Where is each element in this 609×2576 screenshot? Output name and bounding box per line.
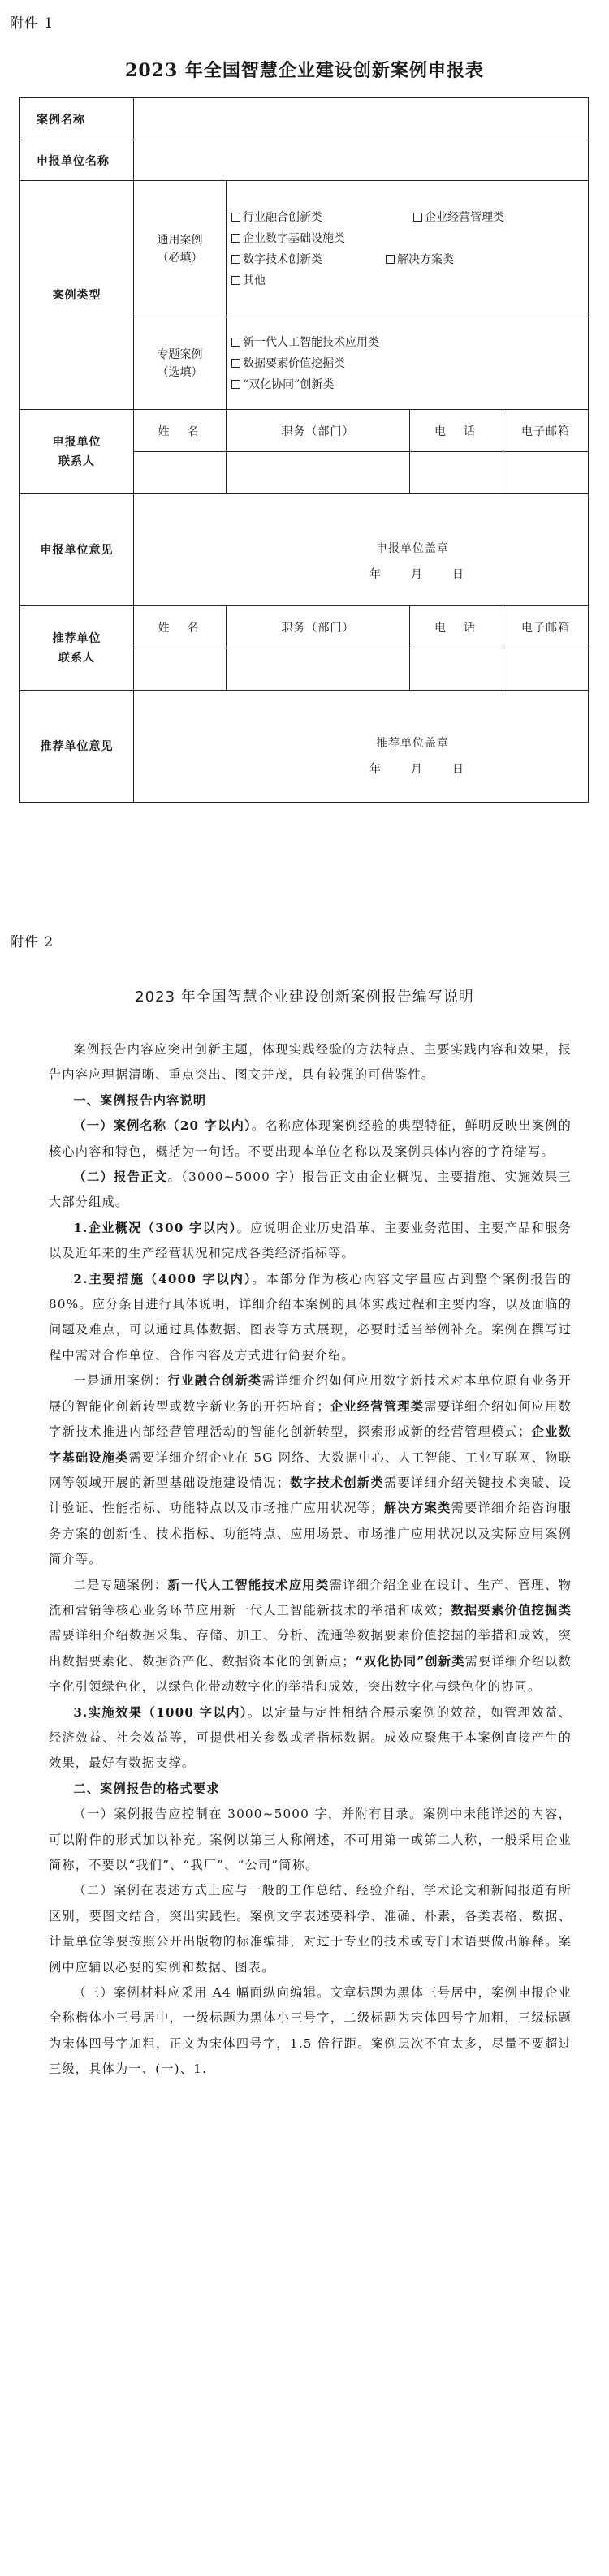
col-header-email: 电子邮箱 bbox=[503, 410, 589, 452]
col-header-name: 姓 名 bbox=[134, 410, 227, 452]
contact-post-field[interactable] bbox=[227, 452, 410, 494]
paragraph-format-style: （二）案例在表述方式上应与一般的工作总结、经验介绍、学术论文和新闻报道有所区别，要图文结合，突出实践性。案例文字表述要科学、准确、朴素，各类表格、数据、计量单位等要按照公开出版物的标准编排，对过于专业的技术或专门术语要做出解释。案例中应辅以必要的实例和数据、图表。 bbox=[49, 1883, 572, 1975]
section-1-heading: 一、案例报告内容说明 bbox=[73, 1092, 207, 1108]
paragraph-format-layout: （三）案例材料应采用 A4 幅面纵向编辑。文章标题为黑体三号居中，案例申报企业全称楷体小三号居中，一级标题为黑体小三号字，二级标题为宋体四号字加粗，三级标题为宋体四号字加粗，正文为宋体四号字，1.5 倍行距。案例层次不宜太多，尽量不要超过三级，具体为一、(一)、1. bbox=[49, 1985, 572, 2077]
recommender-contact-label-line2: 联系人 bbox=[58, 651, 95, 665]
recommender-contact-label-line1: 推荐单位 bbox=[52, 631, 102, 645]
applicant-seal-text: 申报单位盖章 bbox=[376, 542, 449, 555]
checkbox-icon[interactable] bbox=[386, 255, 395, 264]
applicant-field[interactable] bbox=[134, 140, 589, 181]
annex-2-body bbox=[49, 1037, 572, 2083]
special-case-label-line1: 专题案例 bbox=[157, 347, 203, 361]
row-contact-header bbox=[20, 410, 589, 452]
rec-col-header-phone: 电 话 bbox=[410, 606, 503, 648]
special-case-label-line2: （选填） bbox=[157, 365, 203, 379]
row-applicant bbox=[20, 140, 589, 181]
rec-col-header-post: 职务（部门） bbox=[227, 606, 410, 648]
contact-name-field[interactable] bbox=[134, 452, 227, 494]
option-digital-tech-innovation[interactable]: 数字技术创新类 bbox=[231, 249, 386, 270]
recommender-opinion-label: 推荐单位意见 bbox=[20, 691, 134, 803]
paragraph-company-overview: 1.企业概况（300 字以内）。应说明企业历史沿革、主要业务范围、主要产品和服务以及近年来的生产经营状况和完成各类经济指标等。 bbox=[49, 1220, 572, 1261]
checkbox-icon[interactable] bbox=[231, 338, 240, 347]
option-solutions[interactable]: 解决方案类 bbox=[386, 249, 454, 270]
rec-col-header-email: 电子邮箱 bbox=[503, 606, 589, 648]
paragraph-special-cases: 二是专题案例：新一代人工智能技术应用类需详细介绍企业在设计、生产、管理、物流和营销等核心业务环节应用新一代人工智能新技术的举措和成效；数据要素价值挖掘类需要详细介绍数据采集、存储、加工、分析、流通等数据要素价值挖掘的举措和成效，突出数据要素化、数据资产化、数据资本化的创新点；“双化协同”创新类需要详细介绍以数字化引领绿色化，以绿色化带动数字化的举措和成效，突出数字化与绿色化的协同。 bbox=[49, 1577, 572, 1695]
special-case-options bbox=[227, 317, 589, 410]
row-recommender-opinion bbox=[20, 691, 589, 803]
checkbox-icon[interactable] bbox=[231, 213, 240, 222]
checkbox-icon[interactable] bbox=[231, 359, 240, 368]
annex-1-label: 附件 1 bbox=[10, 15, 54, 32]
row-case-type-general bbox=[20, 181, 589, 317]
rec-contact-post-field[interactable] bbox=[227, 648, 410, 691]
applicant-contact-label bbox=[20, 410, 134, 494]
applicant-opinion-label: 申报单位意见 bbox=[20, 494, 134, 606]
row-applicant-opinion bbox=[20, 494, 589, 606]
paragraph-main-measures: 2.主要措施（4000 字以内）。本部分作为核心内容文字量应占到整个案例报告的 80%。应分条目进行具体说明，详细介绍本案例的具体实践过程和主要内容，以及面临的问题及难点，可以通过具体数据、图表等方式展现，必要时适当举例补充。案例在撰写过程中需对合作单位、合作内容及方式进行简要介绍。 bbox=[49, 1271, 572, 1363]
checkbox-icon[interactable] bbox=[231, 276, 240, 285]
recommender-date-text: 年 月 日 bbox=[369, 763, 466, 776]
paragraph-report-body: （二）报告正文。（3000~5000 字）报告正文由企业概况、主要措施、实施效果三大部分组成。 bbox=[49, 1170, 572, 1210]
option-dual-synergy[interactable]: “双化协同”创新类 bbox=[231, 374, 334, 395]
applicant-date-text: 年 月 日 bbox=[369, 568, 466, 581]
recommender-contact-label bbox=[20, 606, 134, 691]
checkbox-icon[interactable] bbox=[231, 255, 240, 264]
case-type-label: 案例类型 bbox=[20, 181, 134, 410]
intro-paragraph: 案例报告内容应突出创新主题，体现实践经验的方法特点、主要实践内容和效果，报告内容应理据清晰、重点突出、图文并茂，具有较强的可借鉴性。 bbox=[49, 1042, 572, 1083]
recommender-opinion-field[interactable] bbox=[134, 691, 589, 803]
special-case-label bbox=[134, 317, 227, 410]
recommender-seal-text: 推荐单位盖章 bbox=[376, 737, 449, 750]
col-header-post: 职务（部门） bbox=[227, 410, 410, 452]
annex-2-title: 2023 年全国智慧企业建设创新案例报告编写说明 bbox=[135, 989, 474, 1006]
option-data-value-mining[interactable]: 数据要素价值挖掘类 bbox=[231, 353, 345, 374]
paragraph-general-cases: 一是通用案例：行业融合创新类需详细介绍如何应用数字新技术对本单位原有业务开展的智能化创新转型或数字新业务的开拓培育；企业经营管理类需要详细介绍如何应用数字新技术推进内部经营管理活动的智能化创新转型，探索形成新的经营管理模式；企业数字基础设施类需要详细介绍企业在 5G 网络、大数据中心、人工智能、工业互联网、物联网等领域开展的新型基础设施建设情况；数字技术创新类需要详细介绍关键技术突破、设计验证、性能指标、功能特点以及市场推广应用状况等；解决方案类需要详细介绍咨询服务方案的创新性、技术指标、功能特点、应用场景、市场推广应用状况以及实际应用案例简介等。 bbox=[49, 1373, 572, 1567]
rec-col-header-name: 姓 名 bbox=[134, 606, 227, 648]
applicant-contact-label-line1: 申报单位 bbox=[52, 435, 102, 449]
option-other[interactable]: 其他 bbox=[231, 270, 266, 291]
general-case-label-line2: （必填） bbox=[157, 251, 203, 265]
option-business-management[interactable]: 企业经营管理类 bbox=[413, 207, 504, 228]
paragraph-implementation-results: 3.实施效果（1000 字以内）。以定量与定性相结合展示案例的效益，如管理效益、经济效益、社会效益等，可提供相关参数或者指标数据。成效应聚焦于本案例直接产生的效果，最好有数据支撑。 bbox=[49, 1704, 572, 1771]
case-name-label: 案例名称 bbox=[20, 98, 134, 140]
option-digital-infrastructure[interactable]: 企业数字基础设施类 bbox=[231, 228, 345, 249]
contact-phone-field[interactable] bbox=[410, 452, 503, 494]
general-case-label-line1: 通用案例 bbox=[157, 233, 203, 247]
applicant-label: 申报单位名称 bbox=[20, 140, 134, 181]
annex-2-label: 附件 2 bbox=[10, 934, 54, 950]
application-form-table bbox=[19, 97, 589, 803]
section-2-heading: 二、案例报告的格式要求 bbox=[73, 1781, 220, 1796]
option-ai-application[interactable]: 新一代人工智能技术应用类 bbox=[231, 332, 379, 353]
checkbox-icon[interactable] bbox=[231, 234, 240, 243]
case-name-field[interactable] bbox=[134, 98, 589, 140]
general-case-label bbox=[134, 181, 227, 317]
row-rec-contact-header bbox=[20, 606, 589, 648]
annex-1-title: 2023 年全国智慧企业建设创新案例申报表 bbox=[125, 60, 484, 81]
paragraph-case-name: （一）案例名称（20 字以内）。名称应体现案例经验的典型特征，鲜明反映出案例的核心内容和特色，概括为一句话。不要出现本单位名称以及案例具体内容的字符缩写。 bbox=[49, 1118, 572, 1159]
applicant-contact-label-line2: 联系人 bbox=[58, 454, 95, 468]
col-header-phone: 电 话 bbox=[410, 410, 503, 452]
paragraph-format-length: （一）案例报告应控制在 3000~5000 字，并附有目录。案例中未能详述的内容，可以附件的形式加以补充。案例以第三人称阐述，不可用第一或第二人称，一般采用企业简称，不要以“我们”、“我厂”、“公司”简称。 bbox=[49, 1807, 572, 1872]
applicant-opinion-field[interactable] bbox=[134, 494, 589, 606]
option-industry-fusion[interactable]: 行业融合创新类 bbox=[231, 207, 413, 228]
row-case-name bbox=[20, 98, 589, 140]
contact-email-field[interactable] bbox=[503, 452, 589, 494]
rec-contact-phone-field[interactable] bbox=[410, 648, 503, 691]
rec-contact-name-field[interactable] bbox=[134, 648, 227, 691]
general-case-options bbox=[227, 181, 589, 317]
checkbox-icon[interactable] bbox=[231, 380, 240, 389]
rec-contact-email-field[interactable] bbox=[503, 648, 589, 691]
checkbox-icon[interactable] bbox=[413, 213, 422, 222]
